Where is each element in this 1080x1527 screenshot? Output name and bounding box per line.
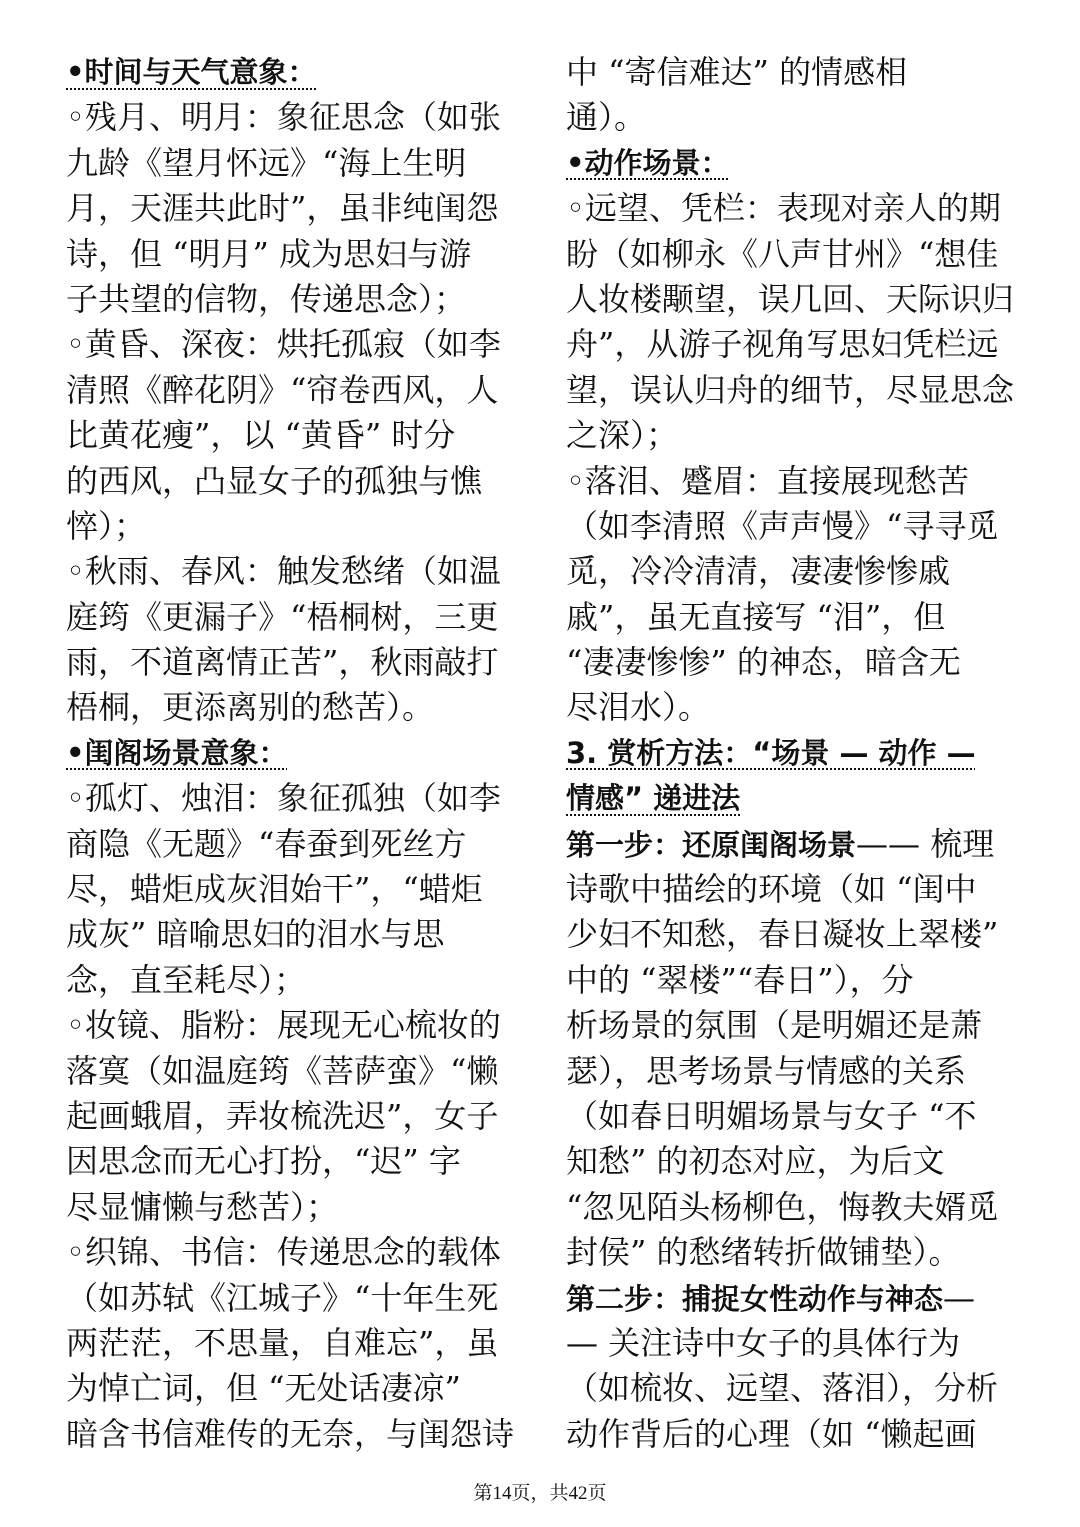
- section-heading-appreciation-method: 3. 赏析方法：“场景 — 动作 —: [566, 735, 976, 770]
- text-line: ◦远望、凭栏：表现对亲人的期: [566, 189, 1001, 228]
- text-line: 封侯” 的愁绪转折做铺垫）。: [566, 1233, 961, 1272]
- text-line: 尽，蜡炬成灰泪始干”，“蜡炬: [66, 870, 483, 909]
- text-line: 落寞（如温庭筠《菩萨蛮》“懒: [66, 1051, 499, 1090]
- text-line: 知愁” 的初态对应，为后文: [566, 1142, 945, 1181]
- section-heading-time-weather: •时间与天气意象：: [66, 55, 317, 89]
- text-line: 戚”，虽无直接写 “泪”，但: [566, 597, 946, 636]
- text-line: 析场景的氛围（是明媚还是萧: [566, 1006, 983, 1045]
- text-line: 成灰” 暗喻思妇的泪水与思: [66, 915, 445, 954]
- text-line: 九龄《望月怀远》“海上生明: [66, 143, 467, 182]
- text-line: （如梳妆、远望、落泪），分析: [566, 1369, 999, 1408]
- step-two-line: [566, 1276, 1032, 1321]
- text-line: ◦秋雨、春风：触发愁绪（如温: [66, 552, 501, 591]
- text-line: ◦落泪、蹙眉：直接展现愁苦: [566, 461, 969, 500]
- step-one-heading: 第一步：还原闺阁场景: [566, 827, 857, 862]
- text-line: 梧桐，更添离别的愁苦）。: [66, 688, 435, 727]
- text-line: 人妆楼颙望，误几回、天际识归: [566, 279, 1015, 318]
- text-line: 起画蛾眉，弄妆梳洗迟”，女子: [66, 1096, 499, 1135]
- section-heading-appreciation-method-cont: 情感” 递进法: [566, 781, 741, 816]
- text-line: 悴）；: [66, 506, 147, 545]
- text-line: 比黄花瘦”，以 “黄昏” 时分: [66, 416, 456, 455]
- text-fragment: —: [943, 1278, 976, 1317]
- text-line: 诗，但 “明月” 成为思妇与游: [66, 234, 472, 273]
- text-line: （如李清照《声声慢》“寻寻觅: [566, 506, 999, 545]
- text-line: ◦孤灯、烛泪：象征孤独（如李: [66, 779, 501, 818]
- text-line: 清照《醉花阴》“帘卷西风，人: [66, 370, 499, 409]
- text-line: 两茫茫，不思量，自难忘”，虽: [66, 1323, 499, 1362]
- section-heading-action-scene: •动作场景：: [566, 145, 730, 180]
- text-line: 雨，不道离情正苦”，秋雨敲打: [66, 643, 499, 682]
- text-line: 月，天涯共此时”，虽非纯闺怨: [66, 189, 499, 228]
- text-line: ◦织锦、书信：传递思念的载体: [66, 1233, 501, 1272]
- text-line: 中 “寄信难达” 的情感相: [566, 53, 908, 91]
- text-line: 念，直至耗尽）；: [66, 960, 307, 999]
- text-line: 觅，冷冷清清，凄凄惨惨戚: [566, 552, 951, 591]
- text-line: 暗含书信难传的无奈，与闺怨诗: [66, 1414, 515, 1453]
- text-line: 盼（如柳永《八声甘州》“想佳: [566, 234, 999, 273]
- text-line: 为悼亡词，但 “无处话凄凉”: [66, 1369, 461, 1408]
- step-one-line: [566, 822, 1032, 867]
- right-column: [566, 50, 1032, 1457]
- text-line: 尽泪水）。: [566, 688, 711, 727]
- page-number: 第14页，共42页: [473, 1483, 607, 1504]
- text-line: ◦残月、明月：象征思念（如张: [66, 98, 501, 137]
- text-line: — 关注诗中女子的具体行为: [566, 1323, 961, 1362]
- section-heading-boudoir-scene: •闺阁场景意象：: [66, 735, 288, 770]
- text-line: 望，误认归舟的细节，尽显思念: [566, 370, 1015, 409]
- text-line: 通）。: [566, 98, 647, 137]
- text-line: “忽见陌头杨柳色，悔教夫婿觅: [566, 1187, 999, 1226]
- text-line: 尽显慵懒与愁苦）；: [66, 1187, 339, 1226]
- text-line: （如春日明媚场景与女子 “不: [566, 1096, 977, 1135]
- text-line: ◦妆镜、脂粉：展现无心梳妆的: [66, 1006, 501, 1045]
- text-line: 中的 “翠楼”“春日”），分: [566, 960, 914, 999]
- text-line: 之深）；: [566, 416, 679, 455]
- text-line: ◦黄昏、深夜：烘托孤寂（如李: [66, 325, 501, 364]
- text-line: 动作背后的心理（如 “懒起画: [566, 1414, 977, 1453]
- text-line: “凄凄惨惨” 的神态，暗含无: [566, 643, 961, 682]
- text-line: 瑟），思考场景与情感的关系: [566, 1051, 967, 1090]
- text-line: 商隐《无题》“春蚕到死丝方: [66, 824, 467, 863]
- left-column: [66, 50, 530, 1457]
- text-line: 的西风，凸显女子的孤独与憔: [66, 461, 483, 500]
- text-line: （如苏轼《江城子》“十年生死: [66, 1278, 499, 1317]
- text-fragment: —— 梳理: [856, 824, 995, 863]
- text-line: 因思念而无心打扮，“迟” 字: [66, 1142, 461, 1181]
- text-line: 庭筠《更漏子》“梧桐树，三更: [66, 597, 499, 636]
- text-line: 舟”，从游子视角写思妇凭栏远: [566, 325, 999, 364]
- text-line: 诗歌中描绘的环境（如 “闺中: [566, 870, 977, 909]
- text-line: 少妇不知愁，春日凝妆上翠楼”: [566, 915, 999, 954]
- text-line: 子共望的信物，传递思念）；: [66, 279, 467, 318]
- step-two-heading: 第二步：捕捉女性动作与神态: [566, 1281, 944, 1316]
